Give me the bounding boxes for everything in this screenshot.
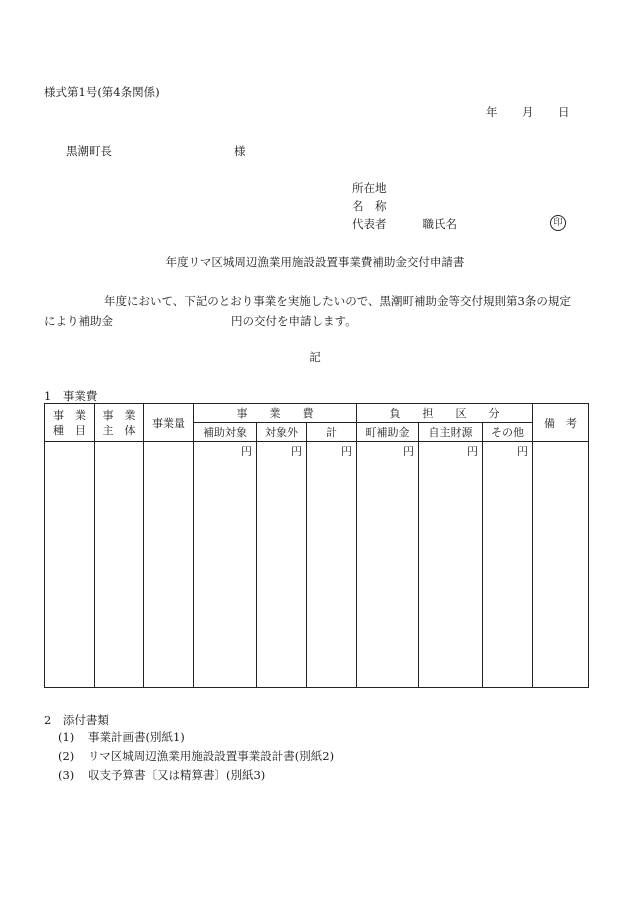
header-town-subsidy: 町補助金 xyxy=(357,423,419,442)
cell-remarks xyxy=(533,442,589,688)
addressee: 黒潮町長 xyxy=(66,144,112,158)
application-date xyxy=(486,104,570,120)
address-label: 所在地 xyxy=(352,181,387,195)
header-total: 計 xyxy=(307,423,357,442)
header-project-amount: 事業量 xyxy=(144,404,194,442)
header-own-funds: 自主財源 xyxy=(419,423,483,442)
cost-table xyxy=(44,403,589,688)
cell-subsidy-target: 円 xyxy=(194,442,257,688)
header-burden-division: 負 担 区 分 xyxy=(357,404,533,423)
subsidy-text: により補助金 xyxy=(44,314,113,328)
header-project-type: 事 業 種 目 xyxy=(45,404,95,442)
name-label: 名 称 xyxy=(352,199,387,213)
header-project-body: 事 業 主 体 xyxy=(95,404,144,442)
cell-own-funds: 円 xyxy=(419,442,483,688)
form-number: 様式第1号(第4条関係) xyxy=(44,85,160,99)
header-project-cost: 事 業 費 xyxy=(194,404,357,423)
header-subsidy-target: 補助対象 xyxy=(194,423,257,442)
cell-town-subsidy: 円 xyxy=(357,442,419,688)
table-row xyxy=(45,442,589,688)
document-title: 年度リマ区城周辺漁業用施設設置事業費補助金交付申請書 xyxy=(165,255,465,269)
cell-amount xyxy=(144,442,194,688)
request-text: 円の交付を申請します。 xyxy=(231,314,357,328)
date-month: 月 xyxy=(522,105,534,119)
header-other: その他 xyxy=(483,423,533,442)
honorific: 様 xyxy=(234,144,246,158)
ki-heading: 記 xyxy=(309,350,321,364)
section-1-heading: 1 事業費 xyxy=(44,389,98,403)
attachment-item: (3) 収支予算書〔又は精算書〕(別紙3) xyxy=(58,768,266,782)
header-non-target: 対象外 xyxy=(257,423,307,442)
cell-total: 円 xyxy=(307,442,357,688)
attachment-item: (2) リマ区城周辺漁業用施設設置事業設計書(別紙2) xyxy=(58,749,335,763)
section-2-heading: 2 添付書類 xyxy=(44,713,109,727)
cell-non-target: 円 xyxy=(257,442,307,688)
seal-icon: 印 xyxy=(550,215,566,231)
representative-row xyxy=(352,215,457,233)
applicant-block xyxy=(352,179,457,233)
date-day: 日 xyxy=(558,105,570,119)
representative-label: 代表者 xyxy=(352,217,387,231)
header-remarks: 備 考 xyxy=(533,404,589,442)
cell-type xyxy=(45,442,95,688)
body-text-line-1: 年度において、下記のとおり事業を実施したいので、黒潮町補助金等交付規則第3条の規定 xyxy=(104,294,571,308)
title-name-label: 職氏名 xyxy=(422,217,457,231)
cell-body xyxy=(95,442,144,688)
attachment-item: (1) 事業計画書(別紙1) xyxy=(58,730,185,744)
date-year: 年 xyxy=(486,105,498,119)
body-text-line-2 xyxy=(44,313,357,329)
cell-other: 円 xyxy=(483,442,533,688)
